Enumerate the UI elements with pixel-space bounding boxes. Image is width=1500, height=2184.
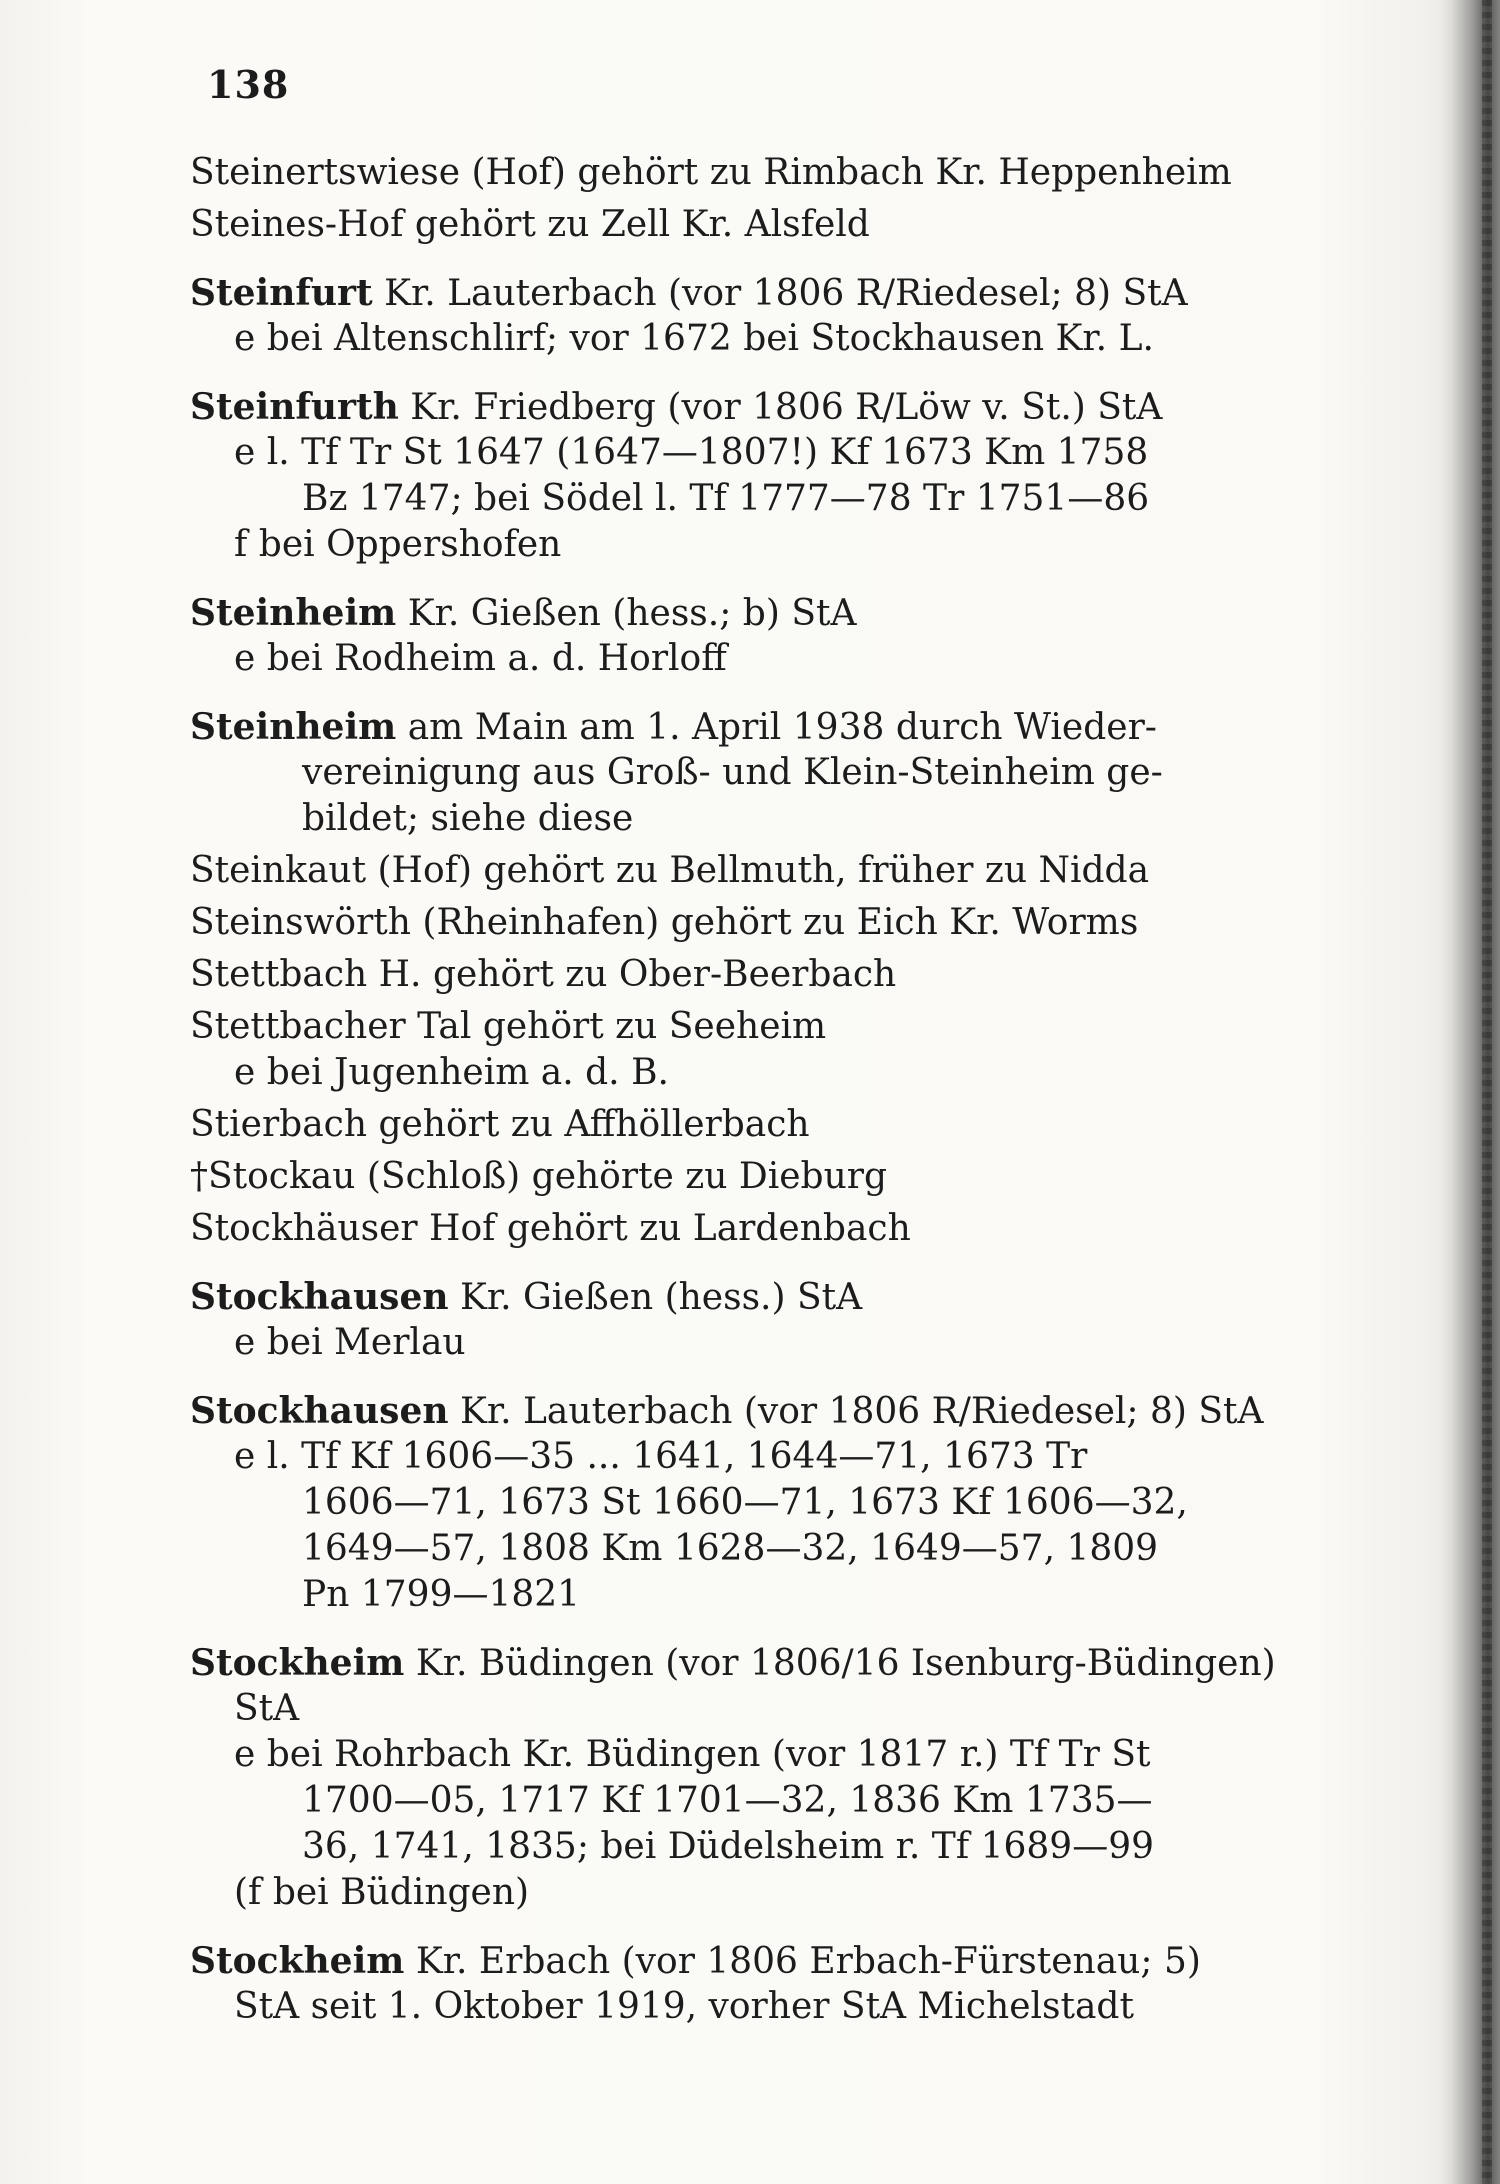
list-item xyxy=(190,384,1300,568)
list-item xyxy=(190,1154,1300,1200)
entry-headword: Steinheim xyxy=(190,592,397,634)
entry-headword: Steinheim xyxy=(190,706,397,748)
list-item xyxy=(190,1004,1300,1096)
entry-line: bildet; siehe diese xyxy=(302,798,634,839)
entry-line: e bei Rodheim a. d. Horloff xyxy=(234,638,727,679)
list-item xyxy=(190,1388,1300,1618)
list-item xyxy=(190,1206,1300,1252)
entry-line: Kr. Büdingen (vor 1806/16 Isenburg-Büdingen) xyxy=(415,1643,1276,1684)
entry-line: †Stockau (Schloß) gehörte zu Dieburg xyxy=(190,1156,888,1197)
list-item xyxy=(190,1640,1300,1916)
entry-line: Steinswörth (Rheinhafen) gehört zu Eich Kr. Worms xyxy=(190,902,1139,943)
entry-first-line xyxy=(190,590,1300,636)
entry-line: Stockhäuser Hof gehört zu Lardenbach xyxy=(190,1208,911,1249)
list-item xyxy=(190,1274,1300,1366)
entry-line: e bei Merlau xyxy=(234,1322,466,1363)
entry-line: am Main am 1. April 1938 durch Wieder- xyxy=(407,707,1157,748)
entry-line: Steines-Hof gehört zu Zell Kr. Alsfeld xyxy=(190,204,870,245)
entry-line: 1700—05, 1717 Kf 1701—32, 1836 Km 1735— xyxy=(302,1780,1153,1821)
entry-first-line xyxy=(190,270,1300,316)
entry-headword: Steinfurth xyxy=(190,386,399,428)
entry-line: StA seit 1. Oktober 1919, vorher StA Michelstadt xyxy=(234,1986,1134,2027)
entry-line: Stierbach gehört zu Affhöllerbach xyxy=(190,1104,810,1145)
entry-first-line xyxy=(190,1938,1300,1984)
entry-line: 1606—71, 1673 St 1660—71, 1673 Kf 1606—32, xyxy=(302,1482,1188,1523)
entry-line: e bei Altenschlirf; vor 1672 bei Stockhausen Kr. L. xyxy=(234,318,1154,359)
entry-line: (f bei Büdingen) xyxy=(234,1872,530,1913)
list-item xyxy=(190,270,1300,362)
entry-line: Kr. Gießen (hess.) StA xyxy=(459,1277,863,1318)
page-number: 138 xyxy=(207,62,290,107)
entry-line: Stettbacher Tal gehört zu Seeheim xyxy=(190,1006,827,1047)
entry-first-line xyxy=(190,1274,1300,1320)
list-item xyxy=(190,1102,1300,1148)
entry-line: vereinigung aus Groß- und Klein-Steinheim ge- xyxy=(302,752,1163,793)
list-item xyxy=(190,900,1300,946)
list-item xyxy=(190,848,1300,894)
list-item xyxy=(190,202,1300,248)
entry-line: e bei Rohrbach Kr. Büdingen (vor 1817 r.) Tf Tr St xyxy=(234,1734,1151,1775)
list-item xyxy=(190,150,1300,196)
entry-first-line xyxy=(190,1388,1300,1434)
entry-line: Kr. Erbach (vor 1806 Erbach-Fürstenau; 5) xyxy=(415,1941,1201,1982)
entry-line: Kr. Friedberg (vor 1806 R/Löw v. St.) StA xyxy=(410,387,1163,428)
entry-line: 36, 1741, 1835; bei Düdelsheim r. Tf 1689—99 xyxy=(302,1826,1155,1867)
entry-line: Kr. Gießen (hess.; b) StA xyxy=(407,593,857,634)
entry-line: Pn 1799—1821 xyxy=(302,1574,581,1615)
entry-headword: Stockheim xyxy=(190,1642,405,1684)
entry-line: StA xyxy=(234,1688,300,1729)
entry-line: 1649—57, 1808 Km 1628—32, 1649—57, 1809 xyxy=(302,1528,1159,1569)
entry-headword: Stockhausen xyxy=(190,1390,449,1432)
entry-first-line xyxy=(190,704,1300,750)
entry-line: e bei Jugenheim a. d. B. xyxy=(234,1052,669,1093)
entry-line: Steinertswiese (Hof) gehört zu Rimbach Kr. Heppenheim xyxy=(190,152,1232,193)
entry-line: Steinkaut (Hof) gehört zu Bellmuth, früher zu Nidda xyxy=(190,850,1150,891)
entry-line: Kr. Lauterbach (vor 1806 R/Riedesel; 8) StA xyxy=(384,273,1188,314)
entry-line: Stettbach H. gehört zu Ober-Beerbach xyxy=(190,954,897,995)
book-binding-edge xyxy=(1440,0,1500,2184)
entry-line: f bei Oppershofen xyxy=(234,524,562,565)
gazetteer-entries xyxy=(190,150,1300,2036)
entry-first-line xyxy=(190,384,1300,430)
entry-line: Bz 1747; bei Södel l. Tf 1777—78 Tr 1751—86 xyxy=(302,478,1150,519)
entry-line: e l. Tf Tr St 1647 (1647—1807!) Kf 1673 Km 1758 xyxy=(234,432,1149,473)
list-item xyxy=(190,590,1300,682)
list-item xyxy=(190,1938,1300,2030)
entry-headword: Stockhausen xyxy=(190,1276,449,1318)
entry-line: Kr. Lauterbach (vor 1806 R/Riedesel; 8) StA xyxy=(459,1391,1264,1432)
list-item xyxy=(190,952,1300,998)
entry-first-line xyxy=(190,1640,1300,1686)
list-item xyxy=(190,704,1300,842)
entry-headword: Stockheim xyxy=(190,1940,405,1982)
entry-headword: Steinfurt xyxy=(190,272,373,314)
entry-line: e l. Tf Kf 1606—35 ... 1641, 1644—71, 1673 Tr xyxy=(234,1436,1088,1477)
